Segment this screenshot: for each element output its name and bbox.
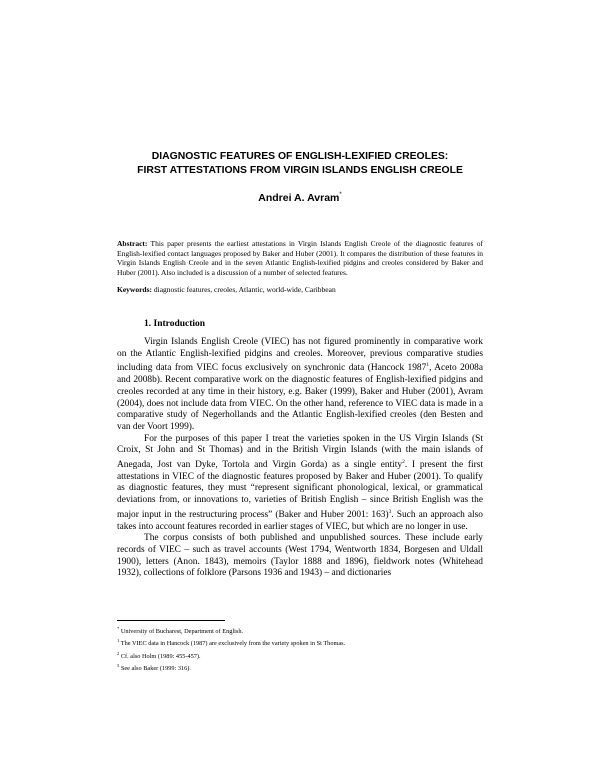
body-text [117, 337, 483, 580]
footnote-text: The VIEC data in Hancock (1987) are exclusively from the variety spoken in St Thomas. [120, 640, 346, 648]
keywords-label: Keywords: [117, 285, 152, 294]
paragraph-3-text: The corpus consists of both published and unpublished sources. These include early records of VIEC – such as travel accounts (West 1794, Wentworth 1834, Borgesen and Uldall 1900), letters (Anon. 1843), memoirs (Taylor 1888 and 1896), fieldwork notes (Whitehead 1932), collections of folklore (Parsons 1936 and 1943) – and dictionaries [117, 533, 483, 579]
footnote-text: Cf. also Holm (1989: 455-457). [120, 652, 201, 660]
footnote-rule [117, 620, 225, 621]
author-footnote-marker: * [339, 192, 342, 198]
keywords [117, 285, 483, 295]
footnotes [117, 624, 483, 674]
paragraph-1 [117, 337, 483, 434]
footnote-marker: 3 [117, 663, 120, 669]
abstract-label: Abstract: [117, 239, 148, 248]
paragraph-3 [117, 533, 483, 580]
paper-title [100, 150, 500, 178]
abstract [117, 239, 483, 277]
paragraph-2 [117, 434, 483, 534]
footnote-ref-1: 1 [426, 362, 430, 369]
footnote [117, 649, 483, 661]
section-heading-introduction: 1. Introduction [144, 319, 206, 329]
author-name [100, 192, 500, 204]
title-line-1: DIAGNOSTIC FEATURES OF ENGLISH-LEXIFIED CREOLES: [151, 151, 449, 162]
footnote-marker: * [117, 626, 120, 631]
footnote-text: See also Baker (1999: 316). [120, 665, 191, 673]
footnote-ref-2: 2 [402, 459, 405, 466]
footnote [117, 624, 483, 636]
paragraph-1-text-b: , Aceto 2008a and 2008b). Recent comparative work on the diagnostic features of English-lexified pidgins and creoles recorded at any time in their history, e.g. Baker (1999), Baker and Huber (2001), Avram (2004), does not include data from VIEC. On the other hand, reference to VIEC data is made in a comparative study of Negerhollands and the Atlantic English-lexified creoles (den Besten and van der Voort 1999). [117, 363, 483, 432]
footnote-ref-3: 3 [388, 508, 392, 515]
footnote-marker: 1 [117, 638, 120, 644]
author-text: Andrei A. Avram [258, 192, 340, 204]
keywords-text: diagnostic features, creoles, Atlantic, world-wide, Caribbean [153, 285, 336, 294]
paragraph-2-text: For the purposes of this paper I treat the varieties spoken in the US Virgin Islands (St Croix, St John and St Thomas) and in the British Virgin Islands (with the main islands of Anegada, Jost van Dyke, Tortola and Virgin Gorda) as a single entity [117, 433, 483, 471]
footnote [117, 636, 483, 648]
paragraph-2-text-b: . I present the first attestations in VIEC of the diagnostic features proposed by Baker and Huber (2001). To qualify as diagnostic features, they must “represent significant phonological, lexical, or grammatical deviations from, or innovations to, varieties of British English – since British English was the major input in the restructuring process” (Baker and Huber 2001: 163) [117, 460, 484, 520]
paragraph-2-text-c: . Such an approach also takes into account features recorded in earlier stages of VIEC, but which are no longer in use. [117, 509, 483, 532]
footnote [117, 661, 483, 673]
footnote-marker: 2 [117, 650, 120, 656]
paragraph-1-text: Virgin Islands English Creole (VIEC) has not figured prominently in comparative work on the Atlantic English-lexified pidgins and creoles. Moreover, previous comparative studies including data from VIEC focus exclusively on synchronic data (Hancock 1987 [117, 337, 483, 374]
title-line-2: FIRST ATTESTATIONS FROM VIRGIN ISLANDS ENGLISH CREOLE [137, 165, 463, 176]
footnote-text: University of Bucharest, Department of English. [120, 628, 244, 635]
abstract-text: This paper presents the earliest attestations in Virgin Islands English Creole of the diagnostic features of English-lexified contact languages proposed by Baker and Huber (2001). It compares the distribution of these features in Virgin Islands English Creole and in the seven Atlantic English-lexified pidgins and creoles considered by Baker and Huber (2001). Also included is a discussion of a number of selected features. [117, 239, 483, 277]
